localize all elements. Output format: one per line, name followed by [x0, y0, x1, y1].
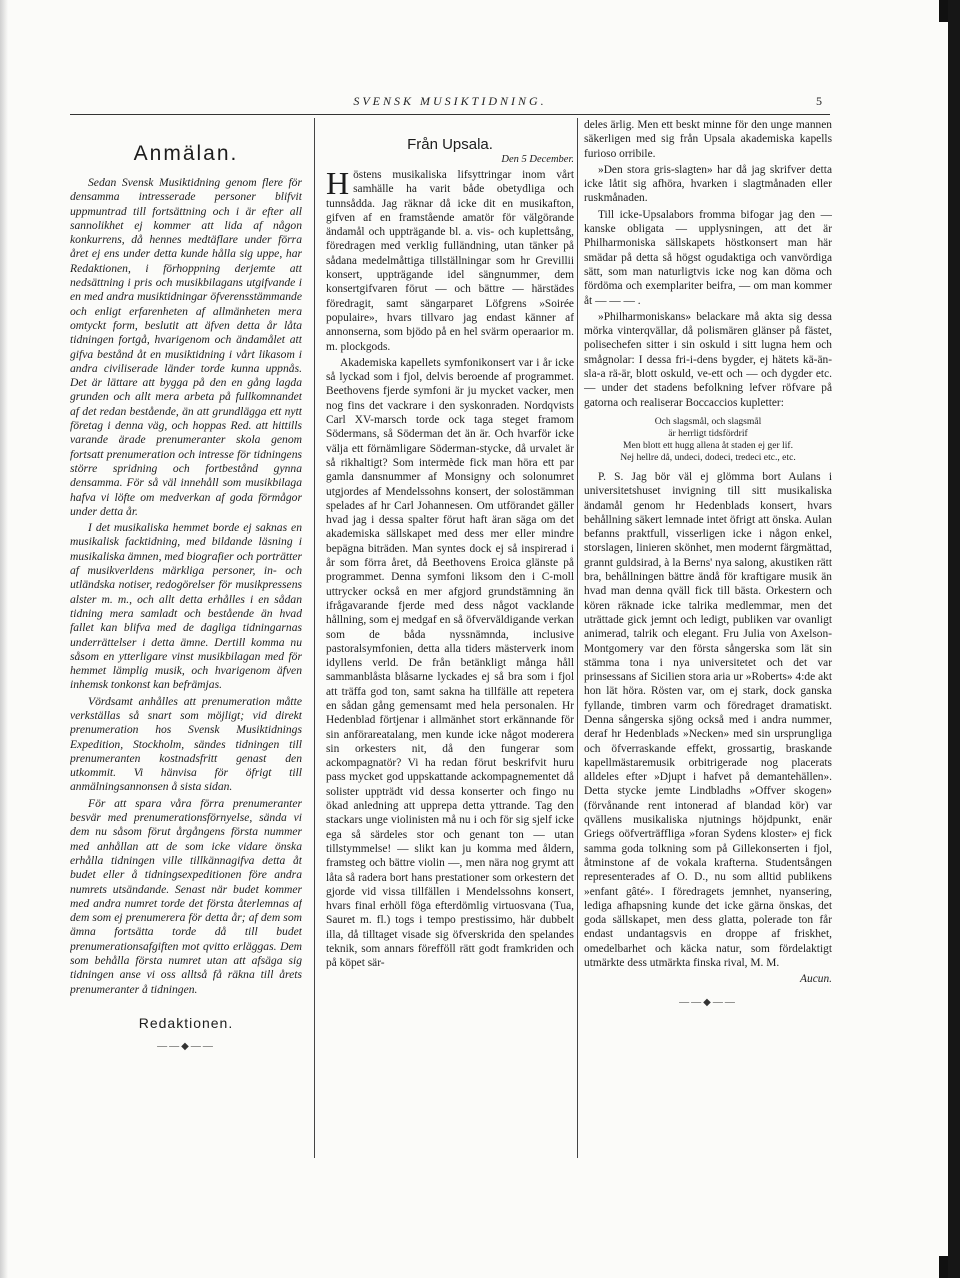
verse-line: är herrligt tidsfördrif [668, 427, 748, 439]
scan-right-edge [948, 0, 960, 1278]
article-paragraph: deles ärlig. Men ett beskt minne för den unge mannen säkerligen med sig från Upsala akademiska kapells furioso orribile. [584, 119, 832, 160]
article-signature [584, 972, 832, 986]
column-announcement [70, 118, 302, 1198]
announcement-paragraph: Vördsamt anhålles att prenumeration måtte verkställas så snart som möjligt; vid direkt prenumeration hos Svensk Musiktidnings Expedition, Stockholm, sändes tidningen till prenumeranten kostnadsfritt genast den utkommit. Vi hänvisa för öfrigt till anmälningsannonsen å sista sidan. [70, 694, 302, 794]
article-paragraph: »Den stora gris-slagten» har då jag skrifver detta icke låtit sig afhöra, hvarken i slagtmånaden eller ruskmånaden. [584, 163, 832, 205]
column-rule-2 [577, 118, 578, 1158]
scan-notch-bottom [939, 1256, 948, 1278]
verse-line: Nej hellre då, undeci, dodeci, tredeci etc., etc. [620, 451, 796, 463]
article-title: Från Upsala. [407, 136, 493, 153]
running-title: SVENSK MUSIKTIDNING. [353, 94, 547, 108]
announcement-paragraph: Sedan Svensk Musiktidning genom flere för densamma intresserade personer blifvit uppmuntrad till fortsättning och i är efter all sannolikhet ej kommer att lida af någon konkurrens, då hennes medtäflare under förra året ej ens under detta kunde hålla sig uppe, har Redaktionen, i förhoppning derjemte att nedsättning i pris och musikbilagans utgifvande i en med andra musiktidningar öfverensstämmande och enligt erfarenheten af allmänheten mera omtyckt form, beslutit att äfven detta år låta tidningen fortgå, hvarigenom och ändamålet att gifva bestånd åt en musiktidning i vårt likasom i andra civiliserade länder torde kunna uppnås. Det är lättare att bygga på den en gång lagda grunden och allt mera arbeta på fullkomnandet af det redan bestående, än att grundlägga ett nytt företag i denna väg, och hoppas Red. att hittills varande ärade prenumeranter skola genom fortsatt prenumeration och intresse för tidningens större spridning och fortbestånd gynna densamma. För så väl innehåll som musikbilaga hafva vi löfte om medverkan af goda förmågor under detta år. [70, 176, 302, 518]
announcement-paragraph: För att spara våra förra prenumeranter besvär med prenumerationsförnyelse, sända vi dem nu såsom förut årgångens första nummer med anhållan att de som icke vidare önska erhålla tidningen ville tillkännagifva detta åt budet eller å tidningsexpeditionen före andra numrets utsändande. Senast när budet kommer med andra numret torde det första återlemnas af dem som ej prenumerera för detta år; af dem som ämna fortsätta torde då till budet prenumerationsafgiften mot qvitto erläggas. Dem som behålla första numret utan att afsäga sig tidningen anse vi oss alltså få räkna till årets prenumeranter å tidningen. [70, 796, 302, 996]
article-dateline: Den 5 December. [501, 154, 574, 165]
article-paragraph [326, 165, 574, 354]
article-paragraph-text: östens musikaliska lifsyttringar inom vårt samhälle ha varit både obetydliga och tunnsådda. Jag räknar då icke dit en musikafton, gifven af en framstående amatör för välgörande ändamål och uppträgande bl. a. vis- och kuplettsång, föredragen med verklig fulländning, utan tänker på sådana medelmåttiga tillställningar som hr Grevillii konsert, uppträgande idel sängnummer, dem konsertgifvaren förut — och bättre — härstädes föredragit, samt sängarparet Löfgrens »Soirée populaire», hvars tillvaro jag endast känner af annonserna, som bjödo på en hel svärm operaarior m. m. plockgods. [326, 169, 574, 353]
column-rule-1 [314, 118, 315, 1158]
page-header [70, 92, 830, 115]
article-paragraph: »Philharmoniskans» belackare må akta sig dessa mörka vinterqvällar, då polismären glänser på fästet, polisechefen sitter i sin oskuld i sitt lugna hem och smågnolar: I dessa fri-i-dens bygder, ej hätets kä-än-sla-a rä-är, blott oskuld, ve-ett och — och dygder etc. — under det stadens befolkning lefver röfvare på gatorna och realiserar Boccaccios kupletter: [584, 310, 832, 409]
scan-notch-top [939, 0, 948, 22]
page-number: 5 [816, 94, 822, 108]
ornament-divider: ——◆—— [679, 996, 737, 1008]
announcement-signature: Redaktionen. [138, 1014, 234, 1031]
article-paragraph: Till icke-Upsalabors fromma bifogar jag den — kanske obligata — upplysningen, att det är Philharmoniska sällskapets höstkonsert man här smädar på detta så högst ogudaktiga och vanvördiga sätt, som man naturligtvis icke nog kan döma och fördöma och exemplariter beifra, — om man kommer åt — — — . [584, 208, 832, 307]
verse-quote [584, 416, 832, 464]
ornament-divider: ——◆—— [157, 1040, 215, 1052]
announcement-title: Anmälan. [133, 142, 239, 165]
verse-line: Men blott ett hugg allena åt staden ej ger lif. [623, 439, 793, 451]
article-paragraph: P. S. Jag bör väl ej glömma bort Aulans i universitetshuset invigning till sitt musikaliska ändamål genom hr Hedenblads konsert, hvars behållning säkert lemnade intet öfrigt att önska. Aulan befanns praktfull, visserligen icke i någon enkel, storslagen, linieren skönhet, men modernt färgmättad, grannt guldsirad, à la Berns' nya salong, akustiken rätt bra, behållningen bättre ändå för kraftigare musik än hvad man denna qväll fick till bästa. Orkestern och kören räknade icke talrika medlemmar, men det uträttade gick jemnt och ledigt, publiken var ovanligt animerad, talrik och elegant. Fru Julia von Axelson-Montgomery var den första sångerska som lät sin stämma tona i nya universitetet och det var prinsessans af Sicilien stora aria ur »Roberts» 4:de akt hon lät höra. Rösten var, om ej stark, dock ganska fyllande, timbren varm och föredraget dramatiskt. Denna sångerska sjöng också med i andra nummer, deraf hr Hedenblads »Necken» med sin ursprungliga och öfverraskande effekt, grossartig, braskande kapellmästaremusik orbitrigerade nog placerats alldeles efter »Djupt i hafvet på demantehällen». Detta stycke jemte Lindbladhs »Offver skogen» (förvånande rent intonerad af blandad kör) var qvällens musikaliska njutnings höjdpunkt, enär Griegs oöfverträffliga »foran Sydens kloster» ej fick samma goda tolkning som på Gillekonserten i fjol, åtminstone af de vokala krafterna. Studentsången representerades af O. D., nu som alltid publikens »enfant gâté». I föredragets jemnhet, nyansering, lediga afhapsning kunde det icke gärna önskas, det goda sällskapet, men dess glatta, polerade ton får endast undantagsvis en droppe af friskhet, omedelbarhet och käcka natur, som fördelaktigt utmärkte dess utmärkta finska rival, M. M. [584, 470, 832, 970]
article-paragraph: Akademiska kapellets symfonikonsert var i år icke så lyckad som i fjol, delvis beroende af programmet. Beethovens fjerde symfoni är ju mycket vacker, men nog fins det vackrare i den syskonraden. Nordqvists Carl XV-marsch torde ock taga steget framom Södermans, så Söderman det än är. Och hvarför icke välja ett förnämligare Söderman-stycke, då urvalet är så rikhaltigt? Som intermède fick man höra ett par gamla dansnummer af Monsigny och solonumret utgjordes af Mendelssohns konsert, der solostämman spelades af hr Carl Johannesen. Om utförandet gäller hvad jag i dessa spalter förut haft äran säga om det akademiska sällskapet med dess mer eller mindre bepägna biträden. Man syntes dock ej så inspirerad i år som förra året, då Beethovens Eroica glänste på programmet. Denna symfoni liksom den i C-moll uttrycker också en mer afgjord grundstämning än ifrågavarande fjerde med dess något vacklande hållning, som ej medgaf en så öfverväldigande verkan som de båda nyssnämnda, inclusive pastoralsymfonien, detta alla tiders mästerverk inom idyllens verld. De från betänkligt många håll sammanblåsta blåsarne lyckades ej så bra som i fjol att träffa god ton, samt sakna ha tillfälle att repetera en sådan gång gemensamt med hela personalen. Hr Hedenblad förtjenar i allmänhet stort erkännande för sin anförareatalang, men kunde icke något moderera sin orkesters nit, då den fungerar som ackompagnatör? Vi ha redan förut beskrifvit huru pass mycket god uppskattande ackompagnementet då solister uppträdt vid dessa konserter och fingo nu ökad anledning att upprepa detta yttrande. Tag den stackars unge violinisten må nu i och för sig sjelf icke ega så särdeles stor och genant ton — utan tillstymmelse! — slikt kan ju komma med åldern, framsteg och bättre violin —, men nära nog grymt att låta så radera bort hans prestationer som orkestern det gjorde vid vissa tillfällen i Mendelssohns konsert, hvars final erhöll föga efterdömlig virtuosvana (Tua, Sauret m. fl.) togs i tempo prestissimo, här dubbelt illa, då tilltaget visade sig öfverskrida den spelandes teknik, som annars förefföll rätt godt framkriden och på köpet sär- [326, 356, 574, 970]
scan-left-edge [0, 0, 8, 1278]
author-signature: Aucun. [800, 973, 832, 986]
verse-line: Och slagsmål, och slagsmål [654, 415, 762, 427]
column-upsala-continued [584, 118, 832, 1198]
drop-cap: H [326, 165, 350, 201]
announcement-paragraph: I det musikaliska hemmet borde ej saknas en musikalisk facktidning, med bildande läsning i musikaliska ämnen, med biografier och porträtter af musikverldens märkliga personer, in- och utländska notiser, redogörelser för musikpressens alster m. m., och allt detta erhålles i en sådan tidning mera samladt och bestående än hvad fallet kan blifva med de dagliga tidningarnas underrättelser i detta ämne. Dertill komma nu såsom en ytterligare vinst musikbilagan med för hemmet lämplig musik, och hvarigenom äfven inhemsk tonkonst kan befrämjas. [70, 521, 302, 692]
column-upsala [326, 118, 574, 1198]
